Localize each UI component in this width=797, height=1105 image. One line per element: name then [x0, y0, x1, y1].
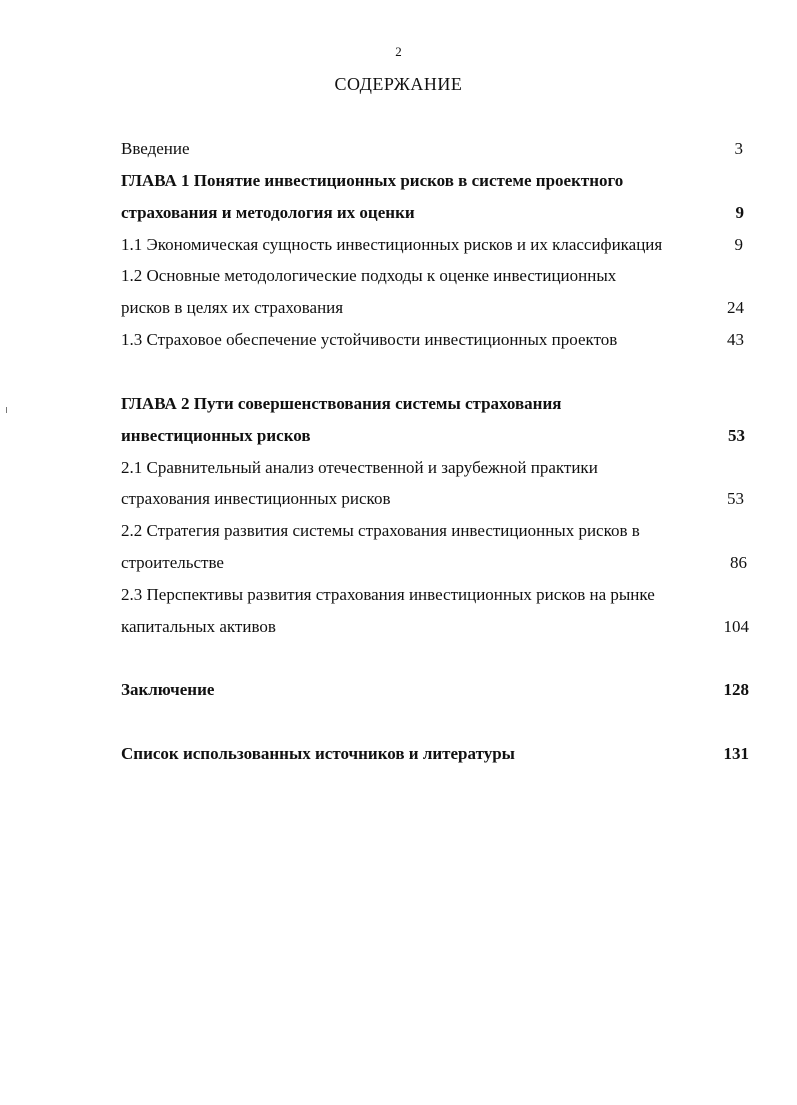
toc-section-2-3-line-2: капитальных активов: [121, 617, 276, 636]
toc-chapter-2-line-1: ГЛАВА 2 Пути совершенствования системы страхования: [121, 394, 562, 413]
toc-section-2-1-line-2: страхования инвестиционных рисков: [121, 489, 391, 508]
toc-entry-intro: Введение: [121, 139, 190, 158]
toc-page-references: 131: [723, 744, 749, 763]
toc-page-section-2-2: 86: [730, 553, 747, 572]
toc-section-2-3-line-1: 2.3 Перспективы развития страхования инвестиционных рисков на рынке: [121, 585, 655, 604]
toc-chapter-1-line-1: ГЛАВА 1 Понятие инвестиционных рисков в системе проектного: [121, 171, 624, 190]
toc-page-section-2-3: 104: [723, 617, 749, 636]
toc-chapter-2-line-2: инвестиционных рисков: [121, 426, 311, 445]
toc-page-section-1-1: 9: [734, 235, 743, 254]
toc-page-chapter-2: 53: [728, 426, 745, 445]
page-title: СОДЕРЖАНИЕ: [334, 74, 463, 94]
toc-section-1-2-line-2: рисков в целях их страхования: [121, 298, 344, 317]
toc-section-1-1: 1.1 Экономическая сущность инвестиционных рисков и их классификация: [121, 235, 663, 254]
toc-entry-references: Список использованных источников и литературы: [121, 744, 515, 763]
toc-section-1-3: 1.3 Страховое обеспечение устойчивости инвестиционных проектов: [121, 330, 618, 349]
toc-section-2-1-line-1: 2.1 Сравнительный анализ отечественной и зарубежной практики: [121, 458, 598, 477]
toc-section-2-2-line-2: строительстве: [121, 553, 224, 572]
toc-page-chapter-1: 9: [735, 203, 744, 222]
toc-page-intro: 3: [734, 139, 743, 158]
toc-page-section-1-3: 43: [727, 330, 744, 349]
scan-mark: [6, 407, 7, 413]
toc-entry-conclusion: Заключение: [121, 680, 215, 699]
toc-page-section-1-2: 24: [727, 298, 744, 317]
toc-page-section-2-1: 53: [727, 489, 744, 508]
toc-page-conclusion: 128: [723, 680, 749, 699]
toc-chapter-1-line-2: страхования и методология их оценки: [121, 203, 415, 222]
toc-section-1-2-line-1: 1.2 Основные методологические подходы к оценке инвестиционных: [121, 266, 617, 285]
toc-section-2-2-line-1: 2.2 Стратегия развития системы страхования инвестиционных рисков в: [121, 521, 640, 540]
page-number: 2: [395, 44, 402, 59]
